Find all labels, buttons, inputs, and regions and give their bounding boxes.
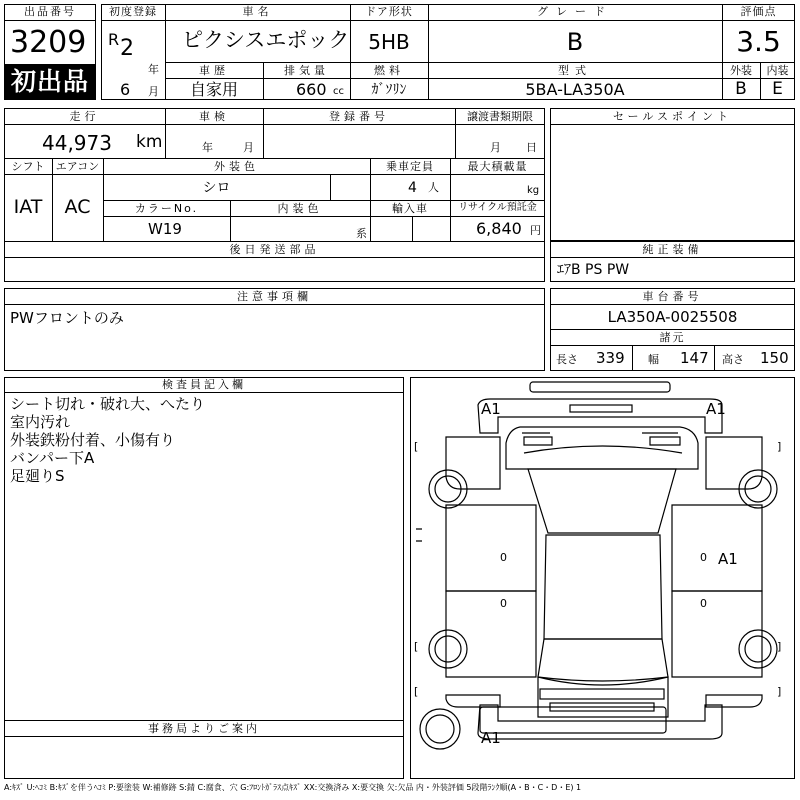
sales-label: セールスポイント: [612, 110, 732, 123]
capacity-label: 乗車定員: [386, 160, 434, 173]
inspection-label: 車検: [199, 110, 229, 123]
later-parts-label: 後日発送部品: [229, 243, 320, 256]
zero-mark: 0: [500, 551, 507, 564]
notes-label: 注意事項欄: [237, 290, 312, 303]
mileage-label: 走行: [69, 110, 100, 123]
first-listing-badge: 初出品: [4, 64, 96, 100]
specs-label: 諸元: [659, 331, 686, 344]
interior-label: 内装: [766, 64, 789, 77]
sales-box: [550, 108, 795, 241]
length-value: 339: [596, 349, 625, 367]
exterior-label: 外装: [730, 64, 752, 77]
model-code-value: 5BA-LA350A: [525, 80, 625, 99]
inspection-year-unit: 年: [202, 141, 213, 154]
year-unit: 年: [148, 63, 159, 76]
inspector-line: 外装鉄粉付着、小傷有り: [10, 431, 176, 449]
month-unit: 月: [148, 85, 159, 98]
inspector-line: 足廻りS: [10, 467, 65, 485]
damage-mark: A1: [718, 550, 738, 568]
shift-value: IAT: [13, 196, 43, 218]
fuel-value: ｶﾞｿﾘﾝ: [371, 82, 407, 98]
import-label: 輸入車: [392, 202, 428, 215]
year-value: 2: [120, 36, 134, 61]
displacement-value: 660: [296, 80, 327, 99]
transfer-month-unit: 月: [490, 141, 501, 154]
first-reg-label: 初度登録: [109, 5, 157, 18]
recycle-unit: 円: [530, 224, 541, 237]
color-no-label: カラーNo.: [134, 202, 199, 215]
ac-label: エアコン: [55, 160, 100, 173]
notes-value: PWフロントのみ: [10, 309, 124, 327]
recycle-value: 6,840: [476, 219, 522, 238]
damage-mark: A1: [706, 400, 726, 418]
exterior-grade: B: [735, 79, 747, 99]
lot-label: 出品番号: [24, 5, 76, 18]
color-no-value: W19: [148, 220, 182, 238]
bracket-left: [: [414, 440, 419, 453]
capacity-unit: 人: [428, 181, 439, 194]
damage-mark: A1: [481, 400, 501, 418]
inspector-label: 検査員記入欄: [162, 378, 246, 391]
zero-mark: 0: [700, 597, 707, 610]
load-label: 最大積載量: [467, 160, 528, 173]
transfer-doc-label: 譲渡書類期限: [467, 110, 533, 123]
bracket-left: [: [414, 685, 419, 698]
doors-value: 5HB: [368, 30, 410, 54]
ext-color-label: 外装色: [214, 160, 259, 173]
history-value: 自家用: [189, 80, 238, 99]
era-value: R: [108, 30, 120, 49]
inspector-line: 室内汚れ: [10, 413, 71, 431]
model-label: 車名: [242, 5, 273, 18]
mileage-unit: km: [136, 132, 163, 152]
bracket-right: ]: [777, 640, 782, 653]
inspection-month-unit: 月: [243, 141, 254, 154]
int-color-label: 内装色: [277, 202, 323, 215]
recycle-label: リサイクル預託金: [458, 202, 537, 213]
length-label: 長さ: [556, 353, 578, 366]
transfer-day-unit: 日: [526, 141, 537, 154]
grade-label: グレード: [537, 5, 613, 18]
inspector-line: バンパー下A: [10, 449, 95, 467]
chassis-value: LA350A-0025508: [607, 308, 738, 326]
displacement-unit: cc: [333, 86, 344, 97]
history-label: 車歴: [199, 64, 229, 77]
int-color-unit: 系: [356, 227, 367, 240]
ext-color-value: シロ: [202, 180, 231, 196]
equipment-label: 純正装備: [642, 243, 703, 256]
width-label: 幅: [648, 353, 659, 366]
mileage-value: 44,973: [42, 131, 112, 155]
zero-mark: 0: [700, 551, 707, 564]
fuel-label: 燃料: [374, 64, 404, 77]
model-name: ピクシスエポック: [182, 28, 350, 52]
bracket-right: ]: [777, 685, 782, 698]
chassis-label: 車台番号: [642, 290, 703, 303]
equipment-value: ｴｱB PS PW: [557, 262, 630, 278]
model-code-label: 型式: [558, 64, 592, 77]
width-value: 147: [680, 349, 709, 367]
doors-label: ドア形状: [365, 5, 413, 18]
damage-mark: A1: [481, 729, 501, 747]
capacity-value: 4: [408, 180, 417, 196]
office-label: 事務局よりご案内: [148, 722, 260, 735]
registration-label: 登録番号: [329, 110, 389, 123]
bracket-left: [: [414, 640, 419, 653]
displacement-label: 排気量: [284, 64, 329, 77]
score-label: 評価点: [740, 5, 777, 18]
score-value: 3.5: [736, 25, 781, 58]
shift-label: シフト: [11, 160, 45, 173]
zero-mark: 0: [500, 597, 507, 610]
ac-value: AC: [64, 196, 91, 218]
height-label: 高さ: [722, 353, 744, 366]
grade-value: B: [566, 28, 584, 56]
car-diagram: [410, 377, 795, 779]
load-unit: kg: [527, 185, 540, 196]
legend-text: A:ｷｽﾞ U:ﾍｺﾐ B:ｷｽﾞを伴うﾍｺﾐ P:要塗装 W:補修跡 S:錆 C:腐食、穴 G:ﾌﾛﾝﾄｶﾞﾗｽ点ｷｽﾞ XX:交換済み X:要交換 欠:欠品 内・外装評価 5段階ﾗﾝｸ順(A・B・C・D・E) 1: [4, 783, 582, 792]
lot-number: 3209: [10, 25, 87, 60]
inspector-line: シート切れ・破れ大、へたり: [10, 395, 206, 413]
month-value: 6: [120, 80, 131, 99]
height-value: 150: [760, 349, 789, 367]
bracket-right: ]: [777, 440, 782, 453]
interior-grade: E: [772, 79, 783, 99]
